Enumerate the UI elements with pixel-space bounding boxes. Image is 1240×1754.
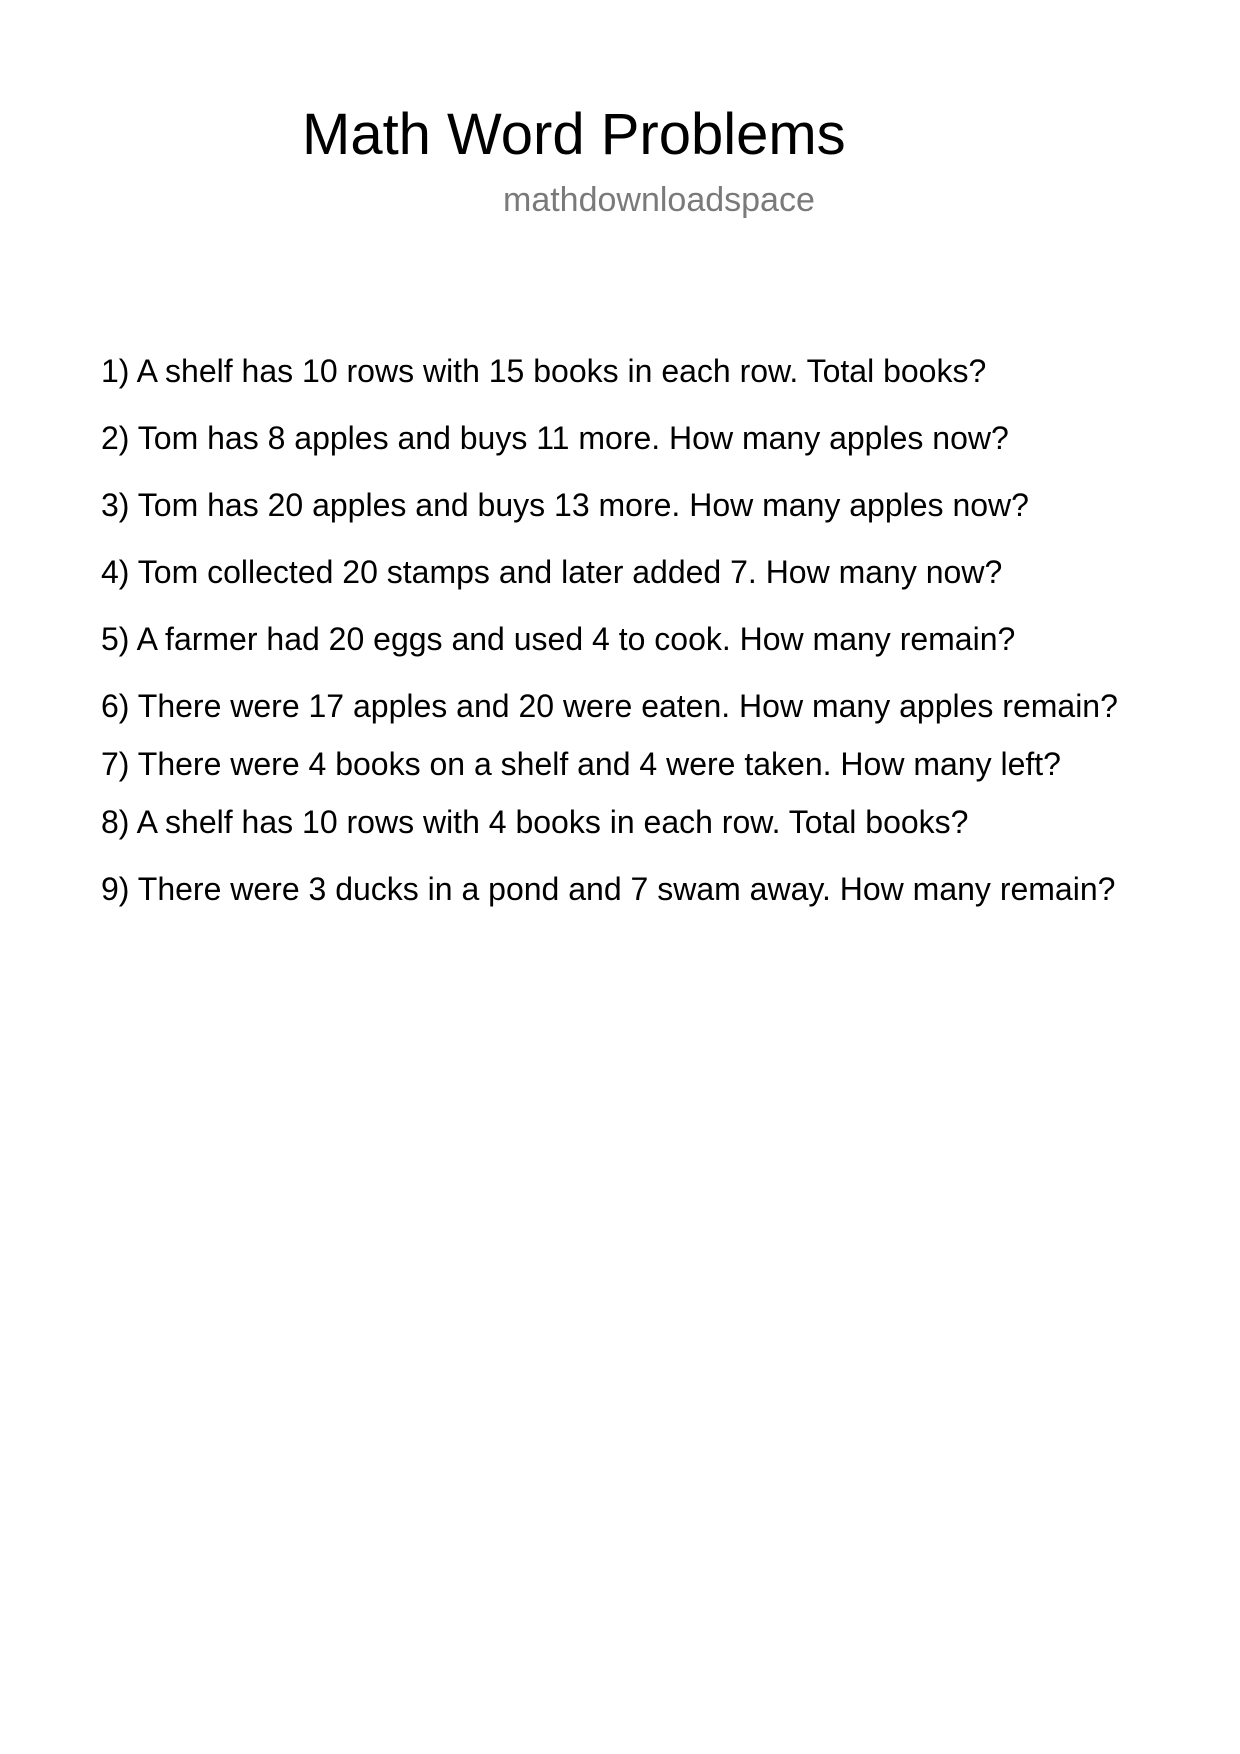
problem-item-1: 1) A shelf has 10 rows with 15 books in each row. Total books? bbox=[101, 353, 987, 389]
problem-list bbox=[101, 350, 1141, 926]
problem-item-2: 2) Tom has 8 apples and buys 11 more. How many apples now? bbox=[101, 420, 1009, 456]
problem-item-6: 6) There were 17 apples and 20 were eaten. How many apples remain? bbox=[101, 688, 1118, 724]
problem-item-7: 7) There were 4 books on a shelf and 4 were taken. How many left? bbox=[101, 746, 1061, 782]
problem-item-5: 5) A farmer had 20 eggs and used 4 to cook. How many remain? bbox=[101, 621, 1016, 657]
problem-item-8: 8) A shelf has 10 rows with 4 books in each row. Total books? bbox=[101, 804, 969, 840]
problem-item-4: 4) Tom collected 20 stamps and later added 7. How many now? bbox=[101, 554, 1003, 590]
problem-item-3: 3) Tom has 20 apples and buys 13 more. How many apples now? bbox=[101, 487, 1029, 523]
page-subtitle: mathdownloadspace bbox=[503, 181, 815, 219]
page-title: Math Word Problems bbox=[302, 102, 846, 167]
problem-item-9: 9) There were 3 ducks in a pond and 7 swam away. How many remain? bbox=[101, 871, 1116, 907]
